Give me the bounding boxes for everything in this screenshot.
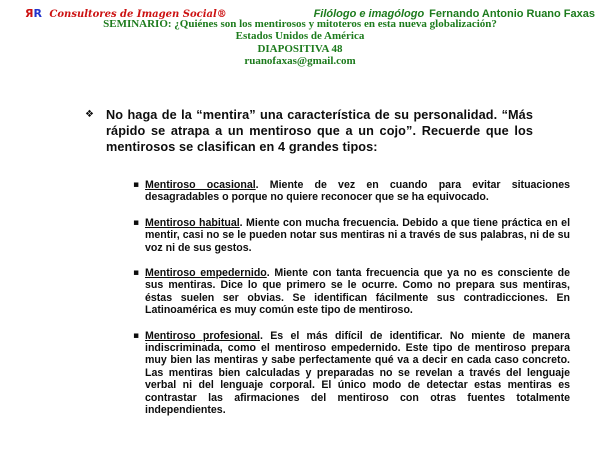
- contact-email: ruanofaxas@gmail.com: [244, 54, 356, 67]
- type-term: Mentiroso profesional: [145, 329, 260, 342]
- logo-r-letter: R: [33, 7, 42, 20]
- square-bullet-icon: ▪: [133, 330, 140, 341]
- list-item-empedernido: [133, 267, 570, 317]
- type-description: [145, 267, 570, 317]
- type-term: Mentiroso empedernido: [145, 267, 267, 280]
- main-bullet-text: No haga de la “mentira” una característica de su personalidad. “Más rápido se atrapa a un mentiroso que a un cojo”. Recuerde que los mentirosos se clasifican en 4 grandes tipos:: [106, 108, 533, 154]
- type-description: [145, 179, 570, 204]
- type-term: Mentiroso ocasional: [145, 179, 256, 191]
- list-item-ocasional: [133, 179, 570, 204]
- brand-name: Consultores de Imagen Social®: [49, 9, 227, 20]
- country-line: Estados Unidos de América: [235, 30, 365, 43]
- list-item-profesional: [133, 330, 570, 417]
- logo-ya-letter: Я: [25, 7, 34, 20]
- square-bullet-icon: ▪: [133, 217, 140, 228]
- type-term: Mentiroso habitual: [145, 216, 240, 229]
- slide-header: [0, 4, 600, 67]
- author-name: Fernando Antonio Ruano Faxas: [429, 8, 595, 20]
- author-role: Filólogo e imagólogo: [313, 8, 425, 20]
- type-description: [145, 330, 570, 417]
- square-bullet-icon: ▪: [133, 180, 140, 190]
- type-description: [145, 217, 570, 254]
- main-bullet-item: [85, 107, 533, 155]
- type-rest: . Es el más difícil de identificar. No miente de manera indiscriminada, como el mentiroso empedernido. Este tipo de mentiroso prepara muy bien las mentiras y sabe perfectamente qué va a decir en cada caso concreto. Las mentiras bien calculadas y preparadas no se revelan a través del lenguaje verbal ni del lenguaje corporal. El único modo de detectar estas mentiras es contrastar las afirmaciones del mentiroso con otras fuentes totalmente independientes.: [145, 329, 571, 417]
- header-top-row: [0, 4, 600, 18]
- type-rest: . Miente de vez en cuando para evitar situaciones desagradables o porque no quiere reconocer que se ha equivocado.: [145, 179, 570, 204]
- type-rest: . Miente con tanta frecuencia que ya no es consciente de sus mentiras. Dice lo que primero se le ocurre. Como no prepara sus mentiras, éstas suelen ser obvias. Se identifican fácilmente sus contradicciones. En Latinoamérica es muy común este tipo de mentiroso.: [145, 267, 570, 317]
- liar-types-list: [133, 179, 570, 430]
- square-bullet-icon: ▪: [133, 268, 140, 279]
- slide-number-label: DIAPOSITIVA 48: [257, 42, 343, 55]
- type-rest: . Miente con mucha frecuencia. Debido a que tiene práctica en el mentir, casi no se le pueden notar sus mentiras ni a través de sus palabras, ni de su voz ni de sus gestos.: [145, 216, 571, 254]
- seminar-title: SEMINARIO: ¿Quiénes son los mentirosos y mitoteros en esta nueva globalización?: [103, 18, 497, 30]
- diamond-bullet-icon: ❖: [85, 109, 94, 120]
- list-item-habitual: [133, 217, 570, 254]
